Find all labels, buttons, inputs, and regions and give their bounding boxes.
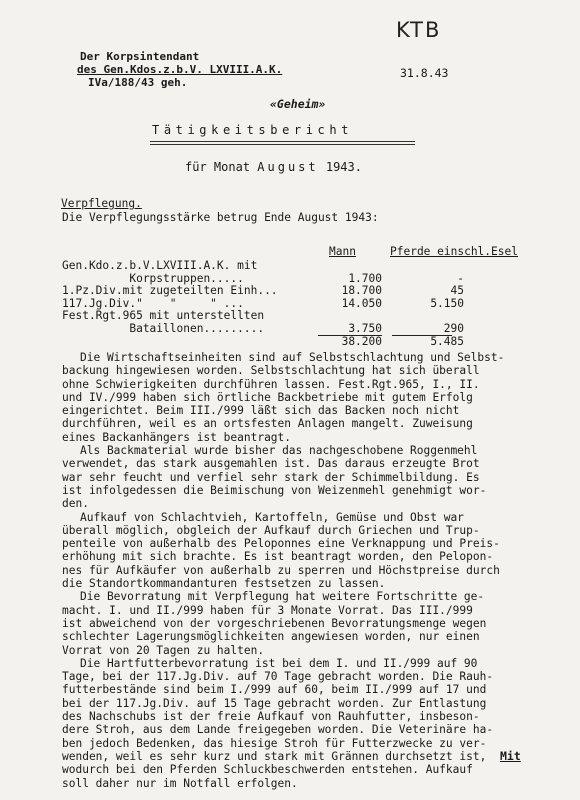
column-header-pferde: Pferde einschl.Esel: [390, 245, 518, 258]
row-pferde: 290: [443, 321, 464, 335]
period-year: 1943.: [325, 160, 362, 174]
row-mann: 1.700: [348, 271, 382, 285]
document-title: Tätigkeitsbericht: [152, 123, 354, 137]
row-label: Bataillonen.........: [62, 321, 265, 335]
row-pferde: 5.150: [430, 296, 464, 310]
row-label: Gen.Kdo.z.b.V.LXVIII.A.K. mit: [62, 259, 258, 272]
row-mann: 3.750: [348, 321, 382, 335]
column-header-mann: Mann: [329, 245, 356, 258]
total-mann: 38.200: [341, 334, 382, 348]
period-prefix: für Monat: [185, 160, 251, 174]
sender-line-3: IVa/188/43 geh.: [88, 76, 188, 89]
paragraph: Aufkauf von Schlachtvieh, Kartoffeln, Gemüse und Obst war überall möglich, obgleich der Aufkauf durch Griechen und Trup- penteile von außerhalb des Peloponnes eine Verknappung und Preis- erhöhung mit sich brachte. Es ist beantragt worden, den Pelopon- nes für Aufkäufer von außerhalb zu sperren und Höchstpreise durch die Standortkommandanturen festsetzen zu lassen.: [62, 510, 500, 591]
sum-line-pferde: [392, 335, 452, 336]
row-mann: 18.700: [341, 284, 382, 298]
sender-block: [77, 50, 283, 89]
row-label: 1.Pz.Div.mit zugeteilten Einh...: [62, 284, 278, 298]
paragraph: Als Backmaterial wurde bisher das nachgeschobene Roggenmehl verwendet, das stark ausgemahlen ist. Das daraus erzeugte Brot war sehr feucht und verfiel sehr stark der Schimmelbildung. Es ist infolgedessen die Beimischung von Weizenmehl genehmigt wor- den.: [62, 444, 487, 511]
paragraph: Die Wirtschaftseinheiten sind auf Selbstschlachtung und Selbst- backung hingewiesen worden. Selbstschlachtung hat sich überall ohne Schwierigkeiten durchführen lassen. Fest.Rgt.965, I., II. und IV./999 haben sich örtliche Backbetriebe mit gutem Erfolg eingerichtet. Beim III./999 läßt sich das Backen noch nicht durchführen, weil es an ortsfesten Anlagen mangelt. Zuweisung eines Backanhängers ist beantragt.: [62, 351, 505, 444]
title-underline: [150, 141, 415, 142]
ktb-mark: KTB: [396, 18, 442, 42]
total-pferde: 5.485: [430, 334, 464, 348]
paragraph: Die Bevorratung mit Verpflegung hat weitere Fortschritte ge- macht. I. und II./999 haben für 3 Monate Vorrat. Das III./999 ist abweichend von der vorgeschriebenen Bevorratungsmenge wegen schlechter Lagerungsmöglichkeiten angewiesen worden, nur einen Vorrat von 20 Tagen zu halten.: [62, 590, 487, 657]
row-mann: 14.050: [341, 296, 382, 310]
title-underline-double: [150, 144, 415, 145]
sum-line-mann: [318, 335, 382, 336]
row-label: 117.Jg.Div." " " ...: [62, 296, 244, 310]
intro-line: Die Verpflegungsstärke betrug Ende August 1943:: [62, 211, 379, 224]
catchword: Mit: [500, 749, 521, 763]
section-heading: Verpflegung.: [61, 197, 142, 210]
paragraph: Die Hartfutterbevorratung ist bei dem I. und II./999 auf 90 Tage, bei der 117.Jg.Div. auf 70 Tage gebracht worden. Die Rauh- futterbestände sind beim I./999 auf 60, beim II./999 auf 17 und bei der 117.Jg.Div. auf 15 Tage gebracht worden. Zur Entlastung des Nachschubs ist der freie Aufkauf von Rauhfutter, insbeson- dere Stroh, aus dem Lande freigegeben worden. Die Veterinäre ha- ben jedoch Bedenken, das hiesige Stroh für Futterzwecke zu ver- wenden, weil es sehr kurz und stark mit Grännen durchsetzt ist, wodurch bei den Pferden Schluckbeschwerden entstehen. Aufkauf soll daher nur im Notfall erfolgen.: [62, 656, 494, 790]
sender-line-2: des Gen.Kdos.z.b.V. LXVIII.A.K.: [77, 63, 283, 76]
sender-line-1: Der Korpsintendant: [80, 50, 200, 63]
report-period: [185, 160, 362, 174]
period-month: August: [257, 160, 319, 174]
report-body: [62, 351, 532, 790]
row-pferde: -: [457, 271, 464, 285]
row-label: Korpstruppen.....: [62, 271, 244, 285]
classification-mark: «Geheim»: [270, 97, 326, 111]
row-label: Fest.Rgt.965 mit unterstellten: [62, 309, 265, 323]
row-pferde: 45: [450, 284, 464, 298]
document-date: 31.8.43: [400, 66, 449, 80]
